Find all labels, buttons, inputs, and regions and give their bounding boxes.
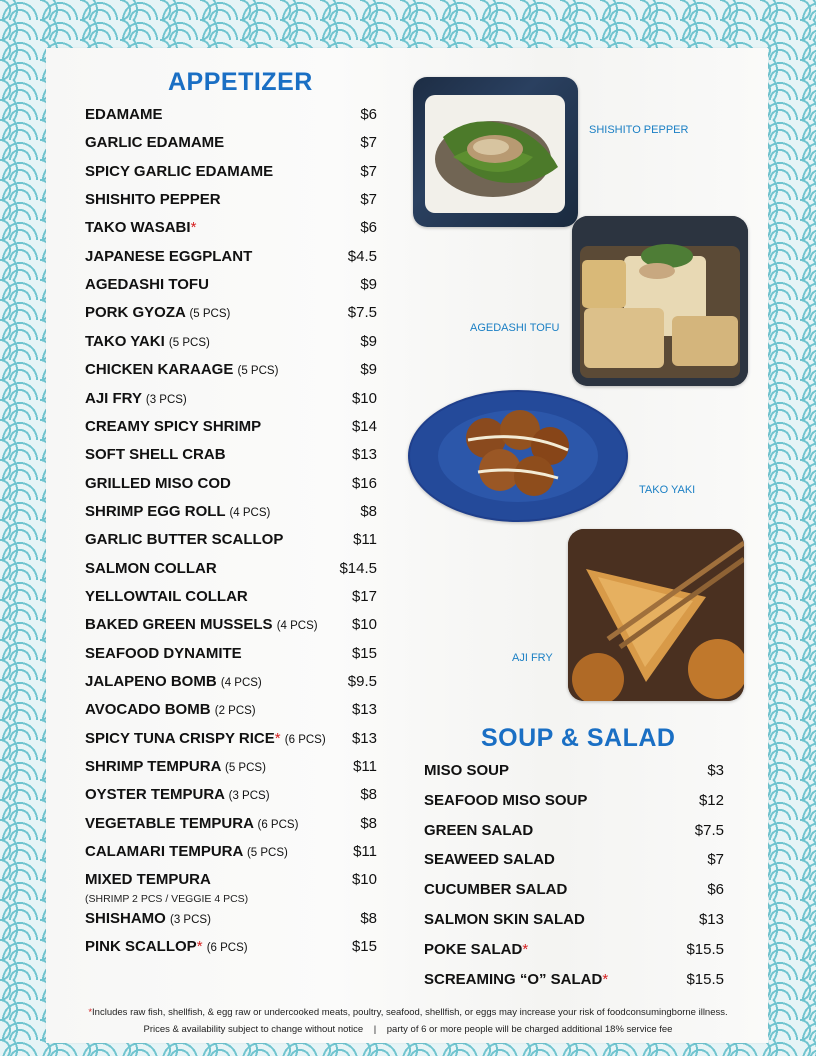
menu-item-name-group: [85, 219, 196, 236]
menu-item-name: POKE SALAD: [424, 940, 523, 958]
menu-item-price: $13: [351, 701, 377, 719]
shishito-pepper-photo: [413, 77, 578, 227]
menu-item-price: $10: [351, 616, 377, 634]
menu-item-price: $8: [360, 786, 377, 804]
menu-item-name-group: [85, 673, 262, 690]
menu-item-name-group: [85, 333, 210, 350]
menu-item-price: $12: [698, 791, 724, 809]
menu-item-name-group: [424, 881, 567, 898]
menu-item-name-group: [85, 276, 209, 293]
menu-item-price: $9.5: [347, 673, 377, 690]
menu-item: [85, 938, 377, 955]
menu-item: [85, 645, 377, 662]
caption-aji-fry: AJI FRY: [512, 652, 553, 664]
menu-item-name: SPICY GARLIC EDAMAME: [85, 162, 274, 180]
menu-item-name-group: [85, 163, 273, 180]
menu-item-price: $7: [360, 134, 377, 152]
menu-item: [85, 390, 377, 407]
menu-item-name: SALMON COLLAR: [85, 559, 217, 577]
menu-item: [85, 134, 377, 151]
menu-item: [85, 475, 377, 492]
menu-item-name: JALAPENO BOMB: [85, 673, 217, 690]
menu-item-price: $4.5: [347, 247, 377, 265]
menu-item-name-group: [85, 248, 252, 265]
menu-item: [85, 701, 377, 718]
menu-item-name: PINK SCALLOP: [85, 938, 197, 956]
menu-item: [85, 871, 377, 888]
menu-item: [85, 333, 377, 350]
menu-item-name: TAKO YAKI: [85, 332, 165, 350]
menu-item-name-group: [85, 730, 326, 747]
menu-item-name: SHRIMP TEMPURA: [85, 758, 221, 776]
menu-item-price: $15: [351, 644, 377, 662]
menu-item: [85, 503, 377, 520]
menu-item-price: $6: [360, 106, 377, 123]
menu-item: [85, 616, 377, 633]
agedashi-tofu-photo: [572, 216, 748, 386]
menu-item-price: $8: [360, 909, 377, 927]
menu-item: [85, 446, 377, 463]
menu-item: [424, 911, 724, 928]
menu-item-name: SPICY TUNA CRISPY RICE: [85, 729, 275, 747]
menu-item-name-group: [85, 616, 318, 633]
menu-item-name-group: [85, 531, 283, 548]
menu-item: [424, 762, 724, 779]
menu-item-name: MIXED TEMPURA: [85, 871, 211, 889]
menu-item: [85, 673, 377, 690]
menu-item-name: AVOCADO BOMB: [85, 701, 211, 719]
menu-item-name: GARLIC EDAMAME: [85, 134, 225, 152]
menu-item-price: $15: [351, 938, 377, 956]
menu-item-name: EDAMAME: [85, 106, 163, 123]
footer-disclaimer-text: Includes raw fish, shellfish, & egg raw or undercooked meats, poultry, seafood, shellfish, or eggs may increase your risk of foodconsumingborne illness.: [92, 1007, 728, 1018]
menu-item-portion: (3 PCS): [145, 393, 187, 406]
menu-item-portion: (6 PCS): [257, 818, 299, 831]
menu-item-name: SHISHAMO: [85, 909, 166, 927]
menu-item: [85, 843, 377, 860]
menu-item-portion: (6 PCS): [284, 733, 326, 746]
menu-item-price: $7: [360, 162, 377, 180]
menu-item-name: GARLIC BUTTER SCALLOP: [85, 531, 284, 549]
menu-item-name-group: [85, 304, 230, 321]
menu-item: [85, 304, 377, 321]
menu-item: [85, 786, 377, 803]
menu-item-name-group: [85, 106, 163, 123]
raw-warning-star: *: [190, 219, 197, 237]
menu-item: [424, 881, 724, 898]
menu-item-price: $9: [360, 276, 377, 294]
menu-item-name-group: [85, 786, 270, 803]
menu-item: [85, 276, 377, 293]
menu-item-portion: (4 PCS): [220, 677, 262, 689]
menu-item-name: CHICKEN KARAAGE: [85, 361, 234, 379]
menu-item-price: $11: [353, 531, 377, 549]
menu-item-name: SHISHITO PEPPER: [85, 191, 221, 209]
menu-item: [85, 531, 377, 548]
menu-item-price: $13: [698, 911, 724, 928]
menu-item-name-group: [424, 941, 528, 958]
menu-item-price: $6: [360, 219, 377, 237]
menu-item-portion: (4 PCS): [276, 620, 318, 633]
menu-item-portion: (5 PCS): [225, 762, 266, 775]
menu-item-price: $11: [353, 758, 377, 776]
menu-item-name-group: [85, 560, 217, 577]
menu-item-price: $10: [351, 871, 377, 889]
tako-yaki-photo: [408, 390, 628, 522]
menu-item-name-group: [85, 910, 211, 927]
menu-item-price: $17: [351, 587, 377, 605]
menu-item-price: $6: [707, 881, 724, 899]
menu-item-portion: (3 PCS): [228, 790, 270, 803]
menu-item-name: AJI FRY: [85, 389, 142, 407]
menu-item-name-group: [85, 390, 187, 407]
menu-item-name-group: [85, 701, 256, 718]
footer-star: *: [88, 1007, 93, 1018]
menu-item-name: SHRIMP EGG ROLL: [85, 502, 226, 520]
menu-item-name: CUCUMBER SALAD: [424, 881, 568, 899]
raw-warning-star: *: [522, 940, 529, 958]
menu-item: [85, 815, 377, 832]
menu-item-price: $8: [360, 502, 377, 520]
caption-tako-yaki: TAKO YAKI: [639, 484, 696, 496]
menu-item-name: PORK GYOZA: [85, 304, 186, 322]
menu-item-price: $16: [351, 474, 377, 492]
menu-item-portion: (5 PCS): [189, 308, 231, 321]
footer-prices-note: Prices & availability subject to change without notice | party of 6 or more people will be charged additional 18% service fee: [143, 1024, 673, 1035]
menu-item: [85, 418, 377, 435]
menu-item-name: CALAMARI TEMPURA: [85, 843, 243, 861]
menu-item-price: $14: [351, 417, 377, 435]
menu-item-name-group: [424, 792, 587, 809]
aji-fry-photo: [568, 529, 744, 701]
menu-item-name-group: [85, 645, 242, 662]
menu-item: [85, 758, 377, 775]
mixed-tempura-detail: (SHRIMP 2 PCS / VEGGIE 4 PCS): [85, 893, 249, 905]
menu-item-name-group: [85, 475, 231, 492]
menu-item-portion: (3 PCS): [170, 913, 211, 926]
menu-item-name: SEAFOOD DYNAMITE: [85, 644, 242, 662]
menu-item-name-group: [85, 815, 298, 832]
menu-item-name-group: [85, 843, 288, 860]
menu-item-portion: (5 PCS): [246, 847, 288, 860]
appetizer-title: APPETIZER: [168, 68, 313, 96]
menu-item-price: $7: [360, 191, 377, 209]
menu-item: [424, 941, 724, 958]
raw-warning-star: *: [602, 970, 609, 988]
menu-item-price: $7.5: [694, 821, 724, 839]
soup-salad-title: SOUP & SALAD: [481, 724, 676, 752]
menu-item: [85, 910, 377, 927]
menu-item-price: $3: [707, 762, 724, 779]
menu-item: [85, 588, 377, 605]
menu-item-price: $11: [353, 843, 377, 861]
menu-item: [85, 248, 377, 265]
menu-item-name: SCREAMING “O” SALAD: [424, 970, 603, 988]
menu-item-name: VEGETABLE TEMPURA: [85, 814, 254, 832]
menu-item-name: BAKED GREEN MUSSELS: [85, 616, 273, 634]
menu-item-name: SALMON SKIN SALAD: [424, 911, 585, 928]
menu-item-price: $14.5: [339, 559, 377, 577]
menu-item-name: MISO SOUP: [424, 762, 510, 779]
menu-item-name: SOFT SHELL CRAB: [85, 446, 226, 464]
raw-warning-star: *: [274, 729, 281, 747]
menu-item-name-group: [424, 911, 585, 928]
menu-item-price: $15.5: [686, 940, 724, 958]
menu-item-name-group: [424, 851, 555, 868]
menu-item-name-group: [85, 418, 261, 435]
menu-item-portion: (2 PCS): [214, 705, 256, 718]
menu-item-name: TAKO WASABI: [85, 219, 191, 237]
menu-item-name: CREAMY SPICY SHRIMP: [85, 417, 262, 435]
menu-item-name-group: [85, 191, 221, 208]
footer-disclaimer: [50, 1007, 766, 1018]
menu-item-name: JAPANESE EGGPLANT: [85, 247, 253, 265]
menu-item: [424, 971, 724, 988]
menu-item-name-group: [85, 938, 248, 955]
menu-item-portion: (6 PCS): [206, 942, 248, 955]
menu-item-name: YELLOWTAIL COLLAR: [85, 587, 248, 605]
menu-item-name-group: [424, 762, 509, 779]
menu-item: [85, 219, 377, 236]
menu-item: [85, 106, 377, 123]
menu-item: [85, 361, 377, 378]
menu-item-price: $13: [351, 446, 377, 464]
menu-item-name-group: [424, 822, 533, 839]
menu-item-price: $9: [360, 361, 377, 379]
menu-item-price: $9: [360, 332, 377, 350]
menu-item-name-group: [85, 361, 278, 378]
menu-item: [85, 191, 377, 208]
menu-item-price: $10: [351, 389, 377, 407]
menu-item-name-group: [85, 588, 248, 605]
menu-item: [424, 822, 724, 839]
caption-agedashi-tofu: AGEDASHI TOFU: [470, 322, 560, 334]
menu-item-price: $7: [707, 851, 724, 869]
menu-item-name-group: [85, 871, 211, 888]
menu-item-name: GREEN SALAD: [424, 821, 534, 839]
menu-item-portion: (4 PCS): [229, 506, 271, 519]
menu-item-name: AGEDASHI TOFU: [85, 276, 209, 294]
menu-item-name-group: [424, 971, 608, 988]
menu-item: [85, 730, 377, 747]
menu-item-name: SEAWEED SALAD: [424, 851, 555, 869]
menu-item-name: GRILLED MISO COD: [85, 474, 231, 492]
raw-warning-star: *: [196, 938, 203, 956]
menu-item-name-group: [85, 134, 224, 151]
menu-item: [424, 792, 724, 809]
menu-item: [85, 163, 377, 180]
menu-item-price: $13: [351, 729, 377, 747]
menu-item-name-group: [85, 758, 266, 775]
menu-item-name: OYSTER TEMPURA: [85, 786, 225, 804]
menu-item-name-group: [85, 446, 226, 463]
menu-item-portion: (5 PCS): [237, 365, 279, 378]
menu-item-name: SEAFOOD MISO SOUP: [424, 791, 588, 809]
menu-item-name-group: [85, 503, 270, 520]
menu-item: [424, 851, 724, 868]
menu-item-price: $8: [360, 814, 377, 832]
menu-item-portion: (5 PCS): [168, 336, 210, 349]
caption-shishito-pepper: SHISHITO PEPPER: [589, 124, 689, 136]
menu-item: [85, 560, 377, 577]
menu-item-price: $7.5: [347, 304, 377, 322]
menu-item-price: $15.5: [686, 970, 724, 988]
